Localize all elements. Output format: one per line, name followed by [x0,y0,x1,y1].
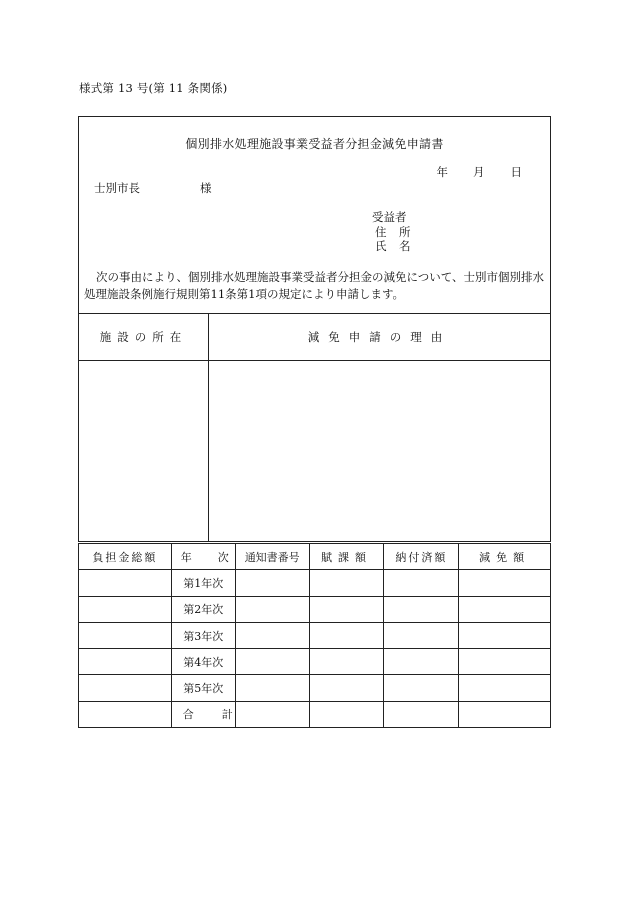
exemption-amount-cell [459,596,551,622]
exemption-amount-cell [459,701,551,727]
application-form [78,116,551,542]
addressee-honorific: 様 [200,181,212,195]
applicant-label: 受益者 [372,210,407,224]
date-month-label: 月 [473,165,485,179]
total-label-b: 計 [221,708,233,722]
table-row [79,570,551,596]
total-charge-header: 負担金総額 [79,544,172,570]
notice-number-cell [235,675,309,701]
levied-amount-cell [309,570,384,596]
levied-amount-cell [309,622,384,648]
form-title: 個別排水処理施設事業受益者分担金減免申請書 [185,137,444,151]
charge-ledger-table [78,543,551,728]
paid-amount-cell [384,596,459,622]
table-row [79,649,551,675]
year-header-b: 次 [217,550,229,564]
levied-amount-header: 賦課額 [309,544,384,570]
date-year-label: 年 [436,165,448,179]
reason-header: 減免申請の理由 [307,330,452,344]
year-header [171,544,235,570]
total-charge-cell [79,701,172,727]
notice-number-cell [235,649,309,675]
total-charge-cell [79,622,172,648]
table-row [79,622,551,648]
year-cell: 第4年次 [171,649,235,675]
name-label: 氏 名 [375,239,411,253]
levied-amount-cell [309,596,384,622]
form-number: 様式第 13 号(第 11 条関係) [79,81,228,95]
total-label-cell [171,701,235,727]
date-day-label: 日 [510,165,522,179]
date-row [437,164,523,180]
paid-amount-cell [384,701,459,727]
exemption-amount-header: 減免額 [459,544,551,570]
year-cell: 第1年次 [171,570,235,596]
total-charge-cell [79,675,172,701]
total-label-a: 合 [182,708,194,722]
total-charge-cell [79,570,172,596]
notice-number-cell [235,596,309,622]
facility-reason-header [79,313,550,361]
levied-amount-cell [309,649,384,675]
table-row [79,675,551,701]
notice-number-cell [235,701,309,727]
year-cell: 第3年次 [171,622,235,648]
paid-amount-cell [384,675,459,701]
applicant-block [372,210,411,254]
exemption-amount-cell [459,622,551,648]
levied-amount-cell [309,675,384,701]
paid-amount-cell [384,649,459,675]
exemption-amount-cell [459,675,551,701]
notice-number-header: 通知書番号 [235,544,309,570]
total-charge-cell [79,596,172,622]
levied-amount-cell [309,701,384,727]
paid-amount-cell [384,570,459,596]
year-cell: 第5年次 [171,675,235,701]
ledger-header-row [79,544,551,570]
addressee-name: 士別市長 [94,181,140,195]
exemption-amount-cell [459,649,551,675]
addressee [94,180,212,196]
paid-amount-cell [384,622,459,648]
year-header-a: 年 [180,550,192,564]
notice-number-cell [235,622,309,648]
paid-amount-header: 納付済額 [384,544,459,570]
application-statement: 次の事由により、個別排水処理施設事業受益者分担金の減免について、士別市個別排水処理施設条例施行規則第11条第1項の規定により申請します。 [84,270,545,301]
notice-number-cell [235,570,309,596]
total-row [79,701,551,727]
address-label: 住 所 [375,224,411,239]
year-cell: 第2年次 [171,596,235,622]
exemption-amount-cell [459,570,551,596]
location-header: 施設の所在 [79,314,209,360]
location-reason-divider [208,359,209,541]
table-row [79,596,551,622]
total-charge-cell [79,649,172,675]
